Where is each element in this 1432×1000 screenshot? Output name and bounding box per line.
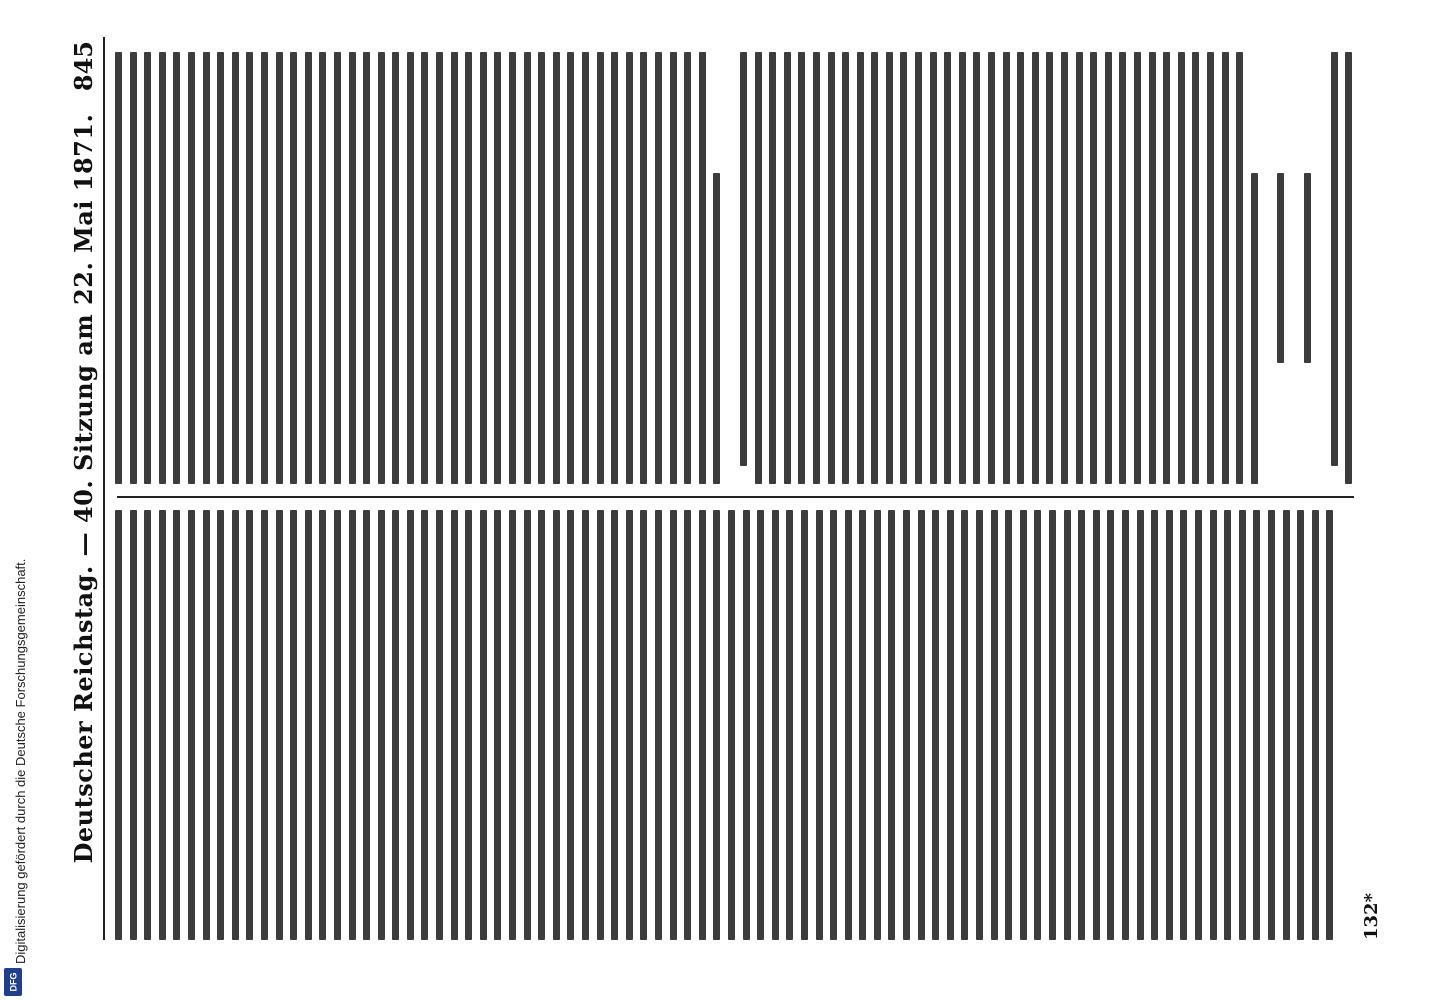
text-line xyxy=(769,52,776,484)
dfg-logo-text: DFG xyxy=(8,972,18,992)
text-line xyxy=(859,510,866,940)
text-line xyxy=(1331,52,1338,466)
text-line xyxy=(1345,52,1352,484)
text-line xyxy=(524,52,531,484)
text-line xyxy=(524,510,531,940)
text-line xyxy=(1034,510,1041,940)
text-line xyxy=(1134,52,1141,484)
text-line xyxy=(363,52,370,484)
text-line xyxy=(1020,510,1027,940)
text-line xyxy=(713,510,720,940)
text-line xyxy=(684,510,691,940)
text-line xyxy=(305,52,312,484)
text-line xyxy=(378,52,385,484)
text-line xyxy=(1005,510,1012,940)
text-line xyxy=(1297,510,1304,940)
text-line xyxy=(1236,52,1243,484)
text-line xyxy=(421,510,428,940)
text-line xyxy=(494,510,501,940)
text-line xyxy=(699,510,706,940)
text-line xyxy=(1105,52,1112,484)
text-line xyxy=(728,510,735,940)
text-line xyxy=(582,510,589,940)
sheet-signature: 132* xyxy=(1361,893,1382,940)
text-line xyxy=(465,52,472,484)
text-line xyxy=(217,52,224,484)
text-line xyxy=(755,52,762,484)
text-line xyxy=(845,510,852,940)
text-line xyxy=(1090,52,1097,484)
text-line xyxy=(1192,52,1199,484)
text-line xyxy=(217,510,224,940)
text-line xyxy=(261,510,268,940)
text-line xyxy=(363,510,370,940)
text-line xyxy=(436,510,443,940)
text-line xyxy=(1061,52,1068,484)
text-line xyxy=(261,52,268,484)
text-line xyxy=(1107,510,1114,940)
text-line xyxy=(930,52,937,484)
text-line xyxy=(582,52,589,484)
text-line xyxy=(1224,510,1231,940)
text-line xyxy=(670,510,677,940)
text-line xyxy=(451,52,458,484)
text-line xyxy=(538,52,545,484)
text-line xyxy=(670,52,677,484)
text-line xyxy=(1210,510,1217,940)
text-line xyxy=(436,52,443,484)
footer-watermark xyxy=(0,0,26,1000)
text-line xyxy=(1046,52,1053,484)
text-line xyxy=(1149,52,1156,484)
text-line xyxy=(874,510,881,940)
text-line xyxy=(991,510,998,940)
text-line xyxy=(232,510,239,940)
text-line xyxy=(988,52,995,484)
text-line xyxy=(757,510,764,940)
text-line xyxy=(740,52,747,466)
text-line xyxy=(1304,173,1311,363)
text-line xyxy=(421,52,428,484)
text-line xyxy=(1003,52,1010,484)
text-line xyxy=(597,510,604,940)
text-line xyxy=(1078,510,1085,940)
page-header xyxy=(67,37,105,940)
text-line xyxy=(1119,52,1126,484)
text-line xyxy=(947,510,954,940)
text-line xyxy=(509,52,516,484)
text-line xyxy=(246,52,253,484)
text-line xyxy=(130,52,137,484)
text-line xyxy=(1207,52,1214,484)
text-line xyxy=(115,510,122,940)
text-line xyxy=(188,52,195,484)
text-line xyxy=(1064,510,1071,940)
text-line xyxy=(480,510,487,940)
text-line xyxy=(407,510,414,940)
text-line xyxy=(1151,510,1158,940)
text-line xyxy=(1277,173,1284,363)
text-line xyxy=(392,52,399,484)
text-line xyxy=(1166,510,1173,940)
text-line xyxy=(798,52,805,484)
text-line xyxy=(173,510,180,940)
text-line xyxy=(553,52,560,484)
text-line xyxy=(640,52,647,484)
text-line xyxy=(888,510,895,940)
text-line xyxy=(378,510,385,940)
text-line xyxy=(349,510,356,940)
text-line xyxy=(640,510,647,940)
text-line xyxy=(538,510,545,940)
text-line xyxy=(903,510,910,940)
text-line xyxy=(973,52,980,484)
text-line xyxy=(842,52,849,484)
text-line xyxy=(144,52,151,484)
text-line xyxy=(567,52,574,484)
text-line xyxy=(1268,510,1275,940)
text-line xyxy=(1253,510,1260,940)
text-line xyxy=(976,510,983,940)
text-line xyxy=(334,52,341,484)
text-line xyxy=(655,510,662,940)
text-line xyxy=(203,510,210,940)
text-line xyxy=(465,510,472,940)
text-line xyxy=(319,510,326,940)
text-line xyxy=(1222,52,1229,484)
text-line xyxy=(961,510,968,940)
footer-watermark-text: Digitalisierung gefördert durch die Deutsche Forschungsgemeinschaft. xyxy=(13,558,28,964)
text-line xyxy=(886,52,893,484)
text-line xyxy=(626,52,633,484)
text-line xyxy=(1326,510,1333,940)
text-line xyxy=(188,510,195,940)
text-line xyxy=(1076,52,1083,484)
text-line xyxy=(276,52,283,484)
text-line xyxy=(655,52,662,484)
text-line xyxy=(1163,52,1170,484)
text-line xyxy=(626,510,633,940)
text-line xyxy=(246,510,253,940)
page-number: 845 xyxy=(69,41,98,92)
text-line xyxy=(1093,510,1100,940)
text-line xyxy=(1251,173,1258,484)
text-line xyxy=(828,52,835,484)
text-line xyxy=(1049,510,1056,940)
text-line xyxy=(130,510,137,940)
text-line xyxy=(494,52,501,484)
text-line xyxy=(480,52,487,484)
text-line xyxy=(611,52,618,484)
text-line xyxy=(932,510,939,940)
text-line xyxy=(1017,52,1024,484)
text-line xyxy=(1195,510,1202,940)
text-line xyxy=(232,52,239,484)
text-line xyxy=(786,510,793,940)
text-line xyxy=(290,510,297,940)
text-line xyxy=(173,52,180,484)
text-line xyxy=(772,510,779,940)
text-line xyxy=(813,52,820,484)
text-line xyxy=(451,510,458,940)
text-line xyxy=(816,510,823,940)
text-line xyxy=(276,510,283,940)
text-line xyxy=(144,510,151,940)
text-line xyxy=(509,510,516,940)
text-line xyxy=(743,510,750,940)
text-line xyxy=(319,52,326,484)
text-line xyxy=(611,510,618,940)
text-line xyxy=(915,52,922,484)
text-line xyxy=(1137,510,1144,940)
text-line xyxy=(567,510,574,940)
text-line xyxy=(392,510,399,940)
text-line xyxy=(684,52,691,484)
document-page xyxy=(53,21,1388,956)
text-line xyxy=(1312,510,1319,940)
text-line xyxy=(1283,510,1290,940)
text-line xyxy=(699,52,706,484)
text-line xyxy=(871,52,878,484)
text-line xyxy=(1178,52,1185,484)
text-line xyxy=(713,173,720,484)
text-line xyxy=(959,52,966,484)
text-line xyxy=(407,52,414,484)
text-line xyxy=(597,52,604,484)
text-line xyxy=(918,510,925,940)
text-line xyxy=(349,52,356,484)
text-line xyxy=(900,52,907,484)
text-column-right xyxy=(115,52,1358,484)
column-divider xyxy=(117,496,1354,498)
text-line xyxy=(290,52,297,484)
text-line xyxy=(203,52,210,484)
text-line xyxy=(801,510,808,940)
text-line xyxy=(305,510,312,940)
text-line xyxy=(1180,510,1187,940)
text-line xyxy=(830,510,837,940)
text-column-left xyxy=(115,510,1358,940)
text-line xyxy=(784,52,791,484)
text-line xyxy=(1122,510,1129,940)
text-line xyxy=(159,52,166,484)
text-line xyxy=(334,510,341,940)
text-line xyxy=(115,52,122,484)
text-line xyxy=(1032,52,1039,484)
text-line xyxy=(553,510,560,940)
page-title: Deutscher Reichstag. — 40. Sitzung am 22. Mai 1871. xyxy=(69,113,98,864)
text-line xyxy=(857,52,864,484)
text-line xyxy=(159,510,166,940)
text-line xyxy=(944,52,951,484)
dfg-logo xyxy=(4,968,22,996)
text-line xyxy=(1239,510,1246,940)
